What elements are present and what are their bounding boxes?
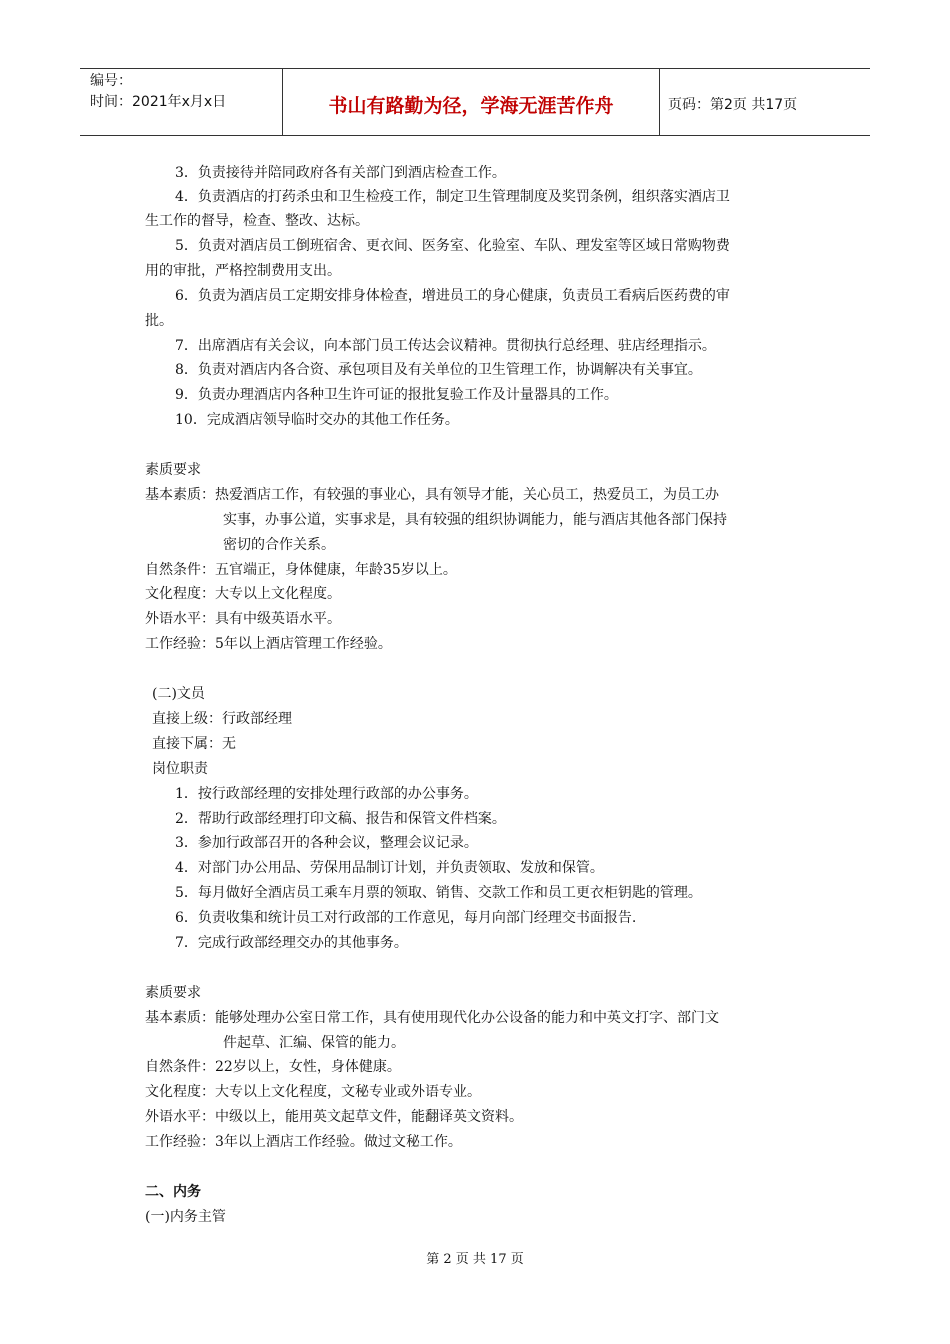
duty-item: 7．出席酒店有关会议，向本部门员工传达会议精神。贯彻执行总经理、驻店经理指示。 <box>175 338 716 354</box>
number-label: 编号： <box>90 73 132 89</box>
page-header <box>80 68 870 136</box>
clerk-duty-item: 1．按行政部经理的安排处理行政部的办公事务。 <box>175 786 478 802</box>
clerk-duty-item: 7．完成行政部经理交办的其他事务。 <box>175 935 408 951</box>
quality-experience: 工作经验：3年以上酒店工作经验。做过文秘工作。 <box>145 1134 462 1150</box>
clerk-duty-item: 6．负责收集和统计员工对行政部的工作意见，每月向部门经理交书面报告. <box>175 910 637 926</box>
quality-basic: 基本素质：热爱酒店工作，有较强的事业心，具有领导才能，关心员工，热爱员工，为员工办 <box>145 487 719 503</box>
quality-education: 文化程度：大专以上文化程度。 <box>145 586 341 602</box>
clerk-duty-item: 3．参加行政部召开的各种会议，整理会议记录。 <box>175 835 478 851</box>
duty-item: 10．完成酒店领导临时交办的其他工作任务。 <box>175 412 459 428</box>
quality-language: 外语水平：具有中级英语水平。 <box>145 611 341 627</box>
header-page-cell <box>660 69 870 135</box>
duty-item: 5．负责对酒店员工倒班宿舍、更衣间、医务室、化验室、车队、理发室等区域日常购物费 <box>175 238 730 254</box>
clerk-duties-heading: 岗位职责 <box>152 761 208 777</box>
header-motto-cell <box>282 69 660 135</box>
clerk-duty-item: 2．帮助行政部经理打印文稿、报告和保管文件档案。 <box>175 811 506 827</box>
page-footer: 第 2 页 共 17 页 <box>426 1252 524 1267</box>
clerk-subordinate: 直接下属：无 <box>152 736 236 752</box>
duty-item: 4．负责酒店的打药杀虫和卫生检疫工作，制定卫生管理制度及奖罚条例，组织落实酒店卫 <box>175 189 730 205</box>
duty-item-cont: 用的审批，严格控制费用支出。 <box>145 263 341 279</box>
duty-item: 8．负责对酒店内各合资、承包项目及有关单位的卫生管理工作，协调解决有关事宜。 <box>175 362 702 378</box>
clerk-duty-item: 5．每月做好全酒店员工乘车月票的领取、销售、交款工作和员工更衣柜钥匙的管理。 <box>175 885 702 901</box>
section-title: 二、内务 <box>145 1184 201 1200</box>
duty-item-cont: 批。 <box>145 313 173 329</box>
quality-basic: 基本素质：能够处理办公室日常工作，具有使用现代化办公设备的能力和中英文打字、部门文 <box>145 1010 719 1026</box>
quality-basic-cont: 实事，办事公道，实事求是，具有较强的组织协调能力，能与酒店其他各部门保持 <box>223 512 727 528</box>
duty-item: 3．负责接待并陪同政府各有关部门到酒店检查工作。 <box>175 165 506 181</box>
quality-natural: 自然条件：22岁以上，女性，身体健康。 <box>145 1059 401 1075</box>
header-meta <box>80 69 282 135</box>
quality-natural: 自然条件：五官端正，身体健康，年龄35岁以上。 <box>145 562 457 578</box>
clerk-title: (二)文员 <box>152 686 205 702</box>
quality-heading: 素质要求 <box>145 462 201 478</box>
quality-experience: 工作经验：5年以上酒店管理工作经验。 <box>145 636 392 652</box>
quality-language: 外语水平：中级以上，能用英文起草文件，能翻译英文资料。 <box>145 1109 523 1125</box>
quality-heading: 素质要求 <box>145 985 201 1001</box>
quality-education: 文化程度：大专以上文化程度，文秘专业或外语专业。 <box>145 1084 481 1100</box>
duty-item: 9．负责办理酒店内各种卫生许可证的报批复验工作及计量器具的工作。 <box>175 387 618 403</box>
quality-basic-cont: 件起草、汇编、保管的能力。 <box>223 1035 405 1051</box>
motto-text: 书山有路勤为径，学海无涯苦作舟 <box>328 95 614 117</box>
page-info: 页码：第2页 共17页 <box>668 97 798 113</box>
quality-basic-cont: 密切的合作关系。 <box>223 537 335 553</box>
clerk-duty-item: 4．对部门办公用品、劳保用品制订计划，并负责领取、发放和保管。 <box>175 860 604 876</box>
date-label: 时间：2021年x月x日 <box>90 94 227 110</box>
duty-item: 6．负责为酒店员工定期安排身体检查，增进员工的身心健康，负责员工看病后医药费的审 <box>175 288 730 304</box>
clerk-superior: 直接上级：行政部经理 <box>152 711 292 727</box>
duty-item-cont: 生工作的督导，检查、整改、达标。 <box>145 213 369 229</box>
section-subtitle: (一)内务主管 <box>145 1209 226 1225</box>
